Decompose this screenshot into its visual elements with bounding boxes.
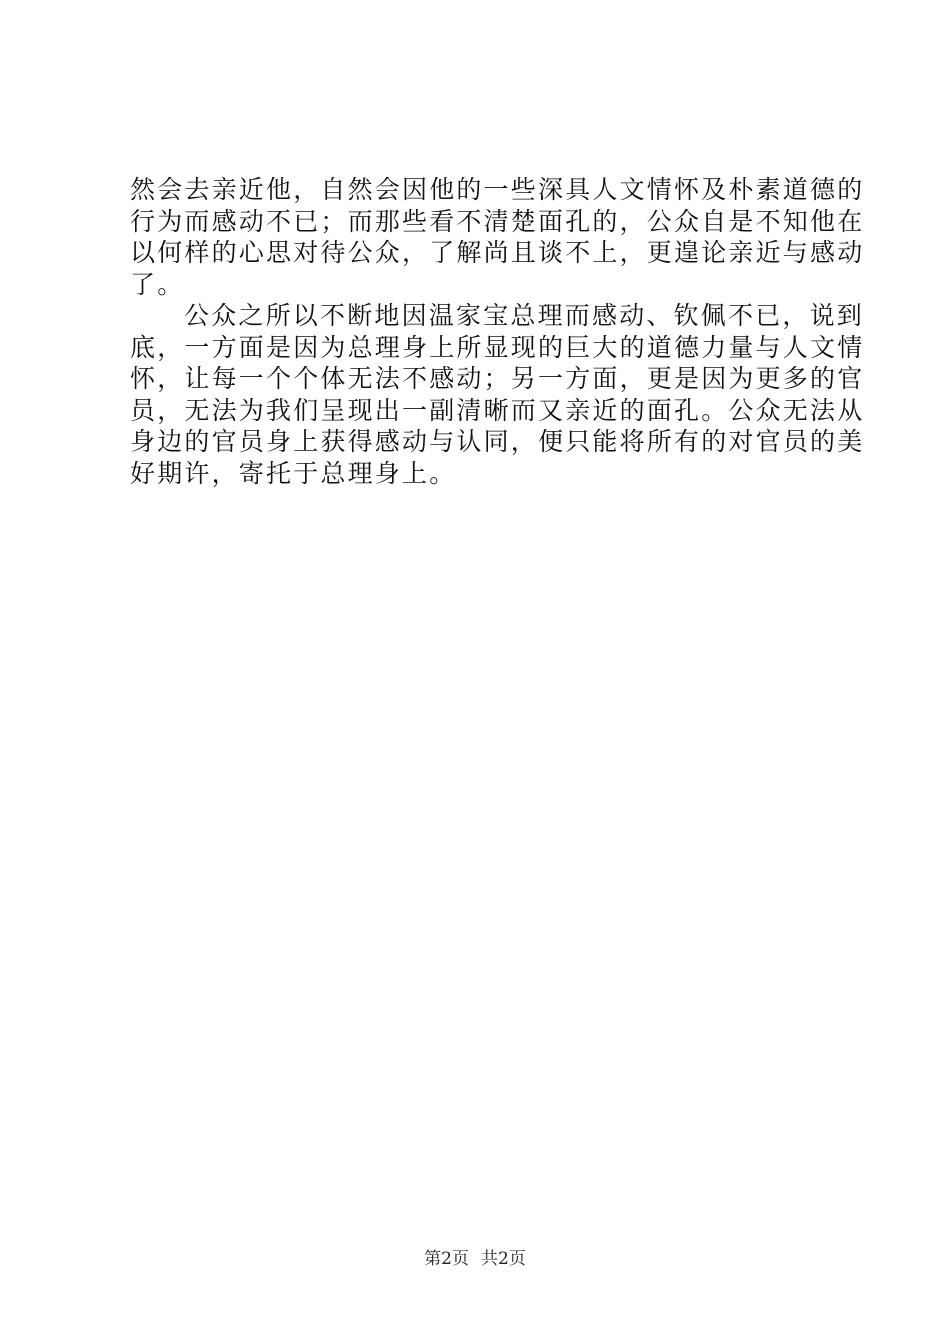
paragraph-2-line-4: 员，无法为我们呈现出一副清晰而又亲近的面孔。公众无法从 (130, 395, 865, 425)
body-text (130, 174, 865, 489)
paragraph-2-line-1: 公众之所以不断地因温家宝总理而感动、钦佩不已，说到 (184, 301, 865, 330)
page-number: 第2页 (424, 1249, 469, 1269)
paragraph-2-line-3: 怀，让每一个个体无法不感动；另一方面，更是因为更多的官 (130, 364, 865, 393)
page-total: 共2页 (481, 1249, 526, 1269)
paragraph-2-line-5: 身边的官员身上获得感动与认同，便只能将所有的对官员的美 (130, 427, 865, 456)
paragraph-2-line-6: 好期许，寄托于总理身上。 (130, 458, 457, 488)
page-footer (0, 1244, 950, 1269)
paragraph-1-line-4: 了。 (130, 269, 185, 299)
paragraph-1-line-3: 以何样的心思对待公众，了解尚且谈不上，更遑论亲近与感动 (130, 238, 865, 267)
paragraph-1-line-1: 然会去亲近他，自然会因他的一些深具人文情怀及朴素道德的 (130, 175, 865, 204)
paragraph-1-line-2: 行为而感动不已；而那些看不清楚面孔的，公众自是不知他在 (130, 206, 865, 236)
paragraph-2-line-2: 底，一方面是因为总理身上所显现的巨大的道德力量与人文情 (130, 332, 865, 362)
